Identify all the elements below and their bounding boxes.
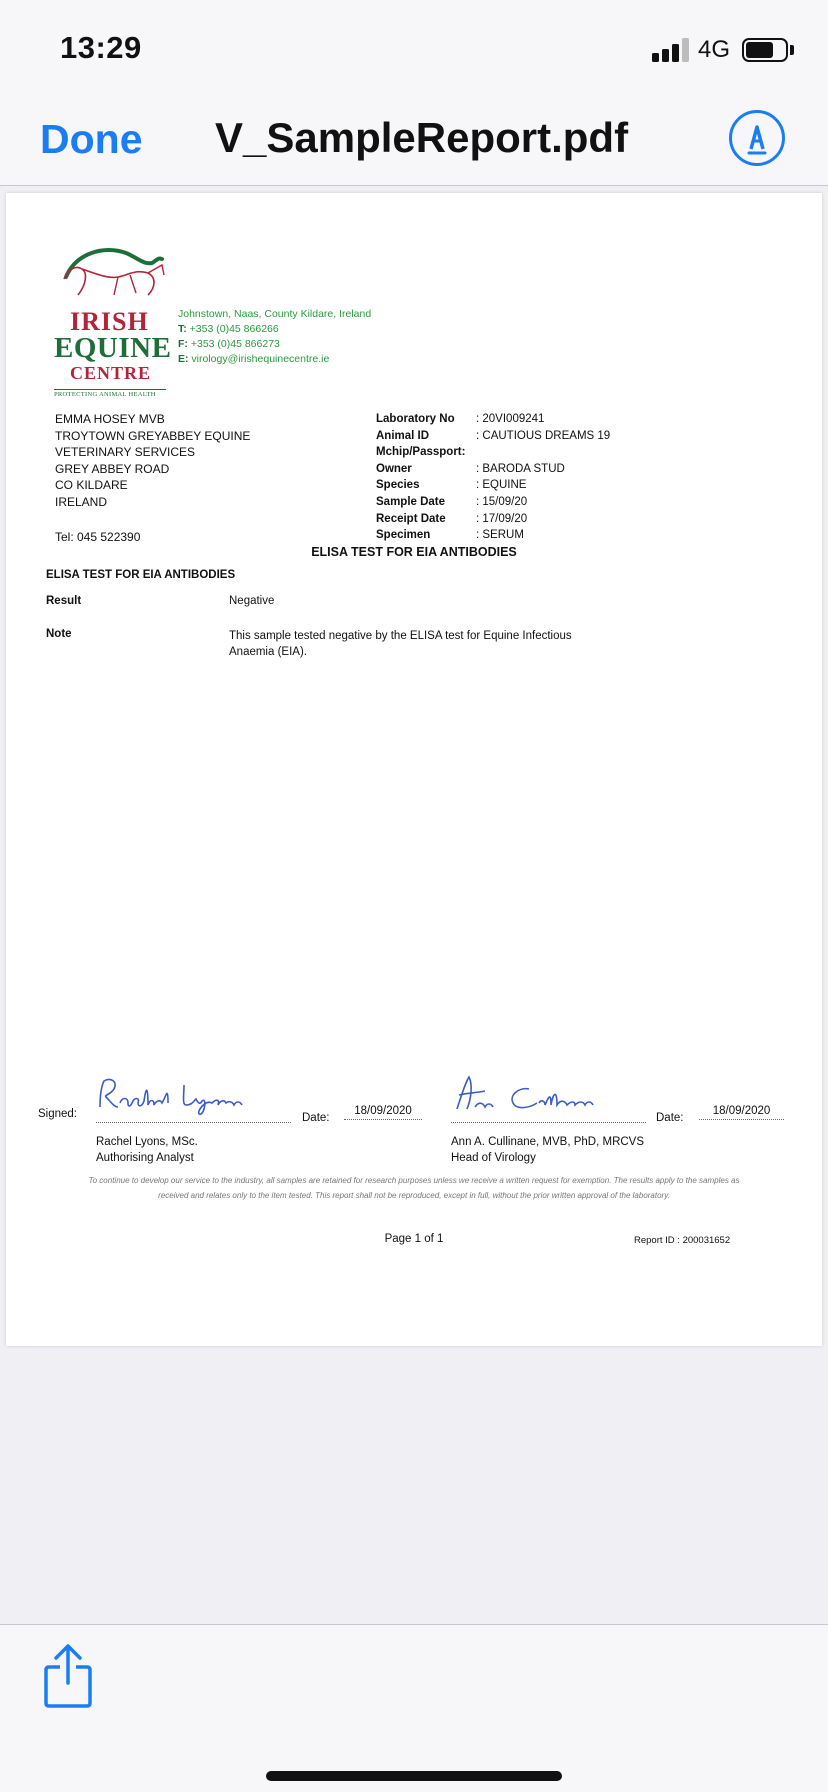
lab-info-row: [376, 461, 610, 478]
recipient-line: GREY ABBEY ROAD: [55, 461, 170, 476]
note-label: Note: [46, 628, 72, 640]
lab-key: Species: [376, 479, 420, 492]
recipient-line: VETERINARY SERVICES: [55, 445, 196, 459]
status-time: 13:29: [60, 30, 142, 65]
horse-logo-icon: [52, 239, 172, 309]
report-id: Report ID : 200031652: [634, 1235, 731, 1246]
pdf-page: [6, 193, 822, 1346]
signature-ann-cullinane: [451, 1073, 646, 1123]
signer1-date: 18/09/2020: [344, 1105, 422, 1120]
logo-irish-text: IRISH: [70, 307, 149, 336]
page-number: Page 1 of 1: [384, 1233, 444, 1245]
recipient-address: [55, 411, 250, 510]
lab-info-row: [376, 428, 610, 445]
signer2-date: 18/09/2020: [699, 1105, 784, 1120]
contact-fax: +353 (0)45 866273: [190, 338, 280, 350]
lab-key: Mchip/Passport:: [376, 446, 466, 459]
contact-address: Johnstown, Naas, County Kildare, Ireland: [178, 308, 372, 320]
lab-info-row: [376, 527, 610, 544]
lab-info-row: [376, 411, 610, 428]
section-title: ELISA TEST FOR EIA ANTIBODIES: [46, 569, 236, 581]
date-label: Date:: [656, 1112, 684, 1124]
recipient-line: IRELAND: [55, 494, 108, 509]
network-type: 4G: [698, 36, 731, 63]
date-label: Date:: [302, 1112, 330, 1124]
battery-cap: [790, 45, 794, 55]
lab-value: : 20VI009241: [476, 413, 545, 425]
handwritten-signature-icon: [96, 1073, 291, 1123]
lab-key: Receipt Date: [376, 512, 446, 525]
lab-value: : BARODA STUD: [476, 462, 565, 475]
signer2-block: [451, 1134, 644, 1166]
lab-info-row: [376, 477, 610, 494]
recipient-tel: Tel: 045 522390: [55, 530, 141, 544]
markup-pen-icon[interactable]: [729, 110, 785, 166]
lab-key: Owner: [376, 462, 412, 475]
recipient-line: TROYTOWN GREYABBEY EQUINE: [55, 428, 251, 443]
fax-prefix: F:: [178, 338, 188, 350]
lab-info-row: [376, 444, 610, 461]
battery-icon: [742, 38, 788, 62]
lab-info-table: [376, 411, 610, 544]
contact-email: virology@irishequinecentre.ie: [191, 353, 330, 365]
lab-key: Animal ID: [376, 429, 430, 442]
lab-value: : 17/09/20: [476, 512, 528, 525]
lab-value: : SERUM: [476, 529, 524, 542]
signer1-role: Authorising Analyst: [96, 1152, 194, 1164]
handwritten-signature-icon: [451, 1073, 646, 1123]
home-indicator[interactable]: [266, 1771, 562, 1781]
share-icon[interactable]: [42, 1643, 94, 1709]
result-label: Result: [46, 595, 82, 607]
recipient-line: CO KILDARE: [55, 478, 128, 492]
logo-equine-text: EQUINE: [54, 332, 172, 364]
document-viewer[interactable]: [0, 187, 828, 1624]
result-value: Negative: [229, 595, 275, 607]
lab-key: Specimen: [376, 529, 431, 542]
logo-centre-text: CENTRE: [70, 363, 152, 383]
phone-prefix: T:: [178, 323, 187, 335]
nav-bar: [0, 100, 828, 186]
bottom-toolbar: [0, 1624, 828, 1792]
signer2-role: Head of Virology: [451, 1152, 536, 1164]
document-title: V_SampleReport.pdf: [215, 114, 629, 161]
lab-key: Laboratory No: [376, 413, 455, 425]
lab-info-row: [376, 494, 610, 511]
contact-phone: +353 (0)45 866266: [189, 323, 279, 335]
irish-equine-centre-logo: [52, 239, 172, 398]
logo-tagline: PROTECTING ANIMAL HEALTH: [54, 389, 166, 398]
contact-block: [178, 307, 371, 367]
signer2-name: Ann A. Cullinane, MVB, PhD, MRCVS: [451, 1136, 645, 1148]
signer1-name: Rachel Lyons, MSc.: [96, 1136, 198, 1148]
lab-value: : CAUTIOUS DREAMS 19: [476, 429, 611, 442]
lab-value: : EQUINE: [476, 479, 527, 492]
done-button[interactable]: Done: [40, 116, 143, 162]
status-bar: [0, 0, 828, 100]
report-title: ELISA TEST FOR EIA ANTIBODIES: [311, 545, 517, 559]
signer1-block: [96, 1134, 198, 1166]
lab-value: : 15/09/20: [476, 495, 528, 508]
note-value: This sample tested negative by the ELISA test for Equine Infectious Anaemia (EIA).: [229, 630, 572, 658]
signal-strength-icon: [652, 38, 690, 62]
email-prefix: E:: [178, 353, 189, 365]
lab-key: Sample Date: [376, 495, 446, 508]
disclaimer: To continue to develop our service to the industry, all samples are retained for research purposes unless we receive a written request for exemption. The results apply to the samples as received and relates only to the item tested. This report shall not be reproduced, except in full, without the prior written approval of the laboratory.: [88, 1176, 740, 1200]
signed-label: Signed:: [38, 1108, 78, 1120]
lab-info-row: [376, 511, 610, 528]
signature-rachel-lyons: [96, 1073, 291, 1123]
recipient-line: EMMA HOSEY MVB: [55, 412, 165, 426]
